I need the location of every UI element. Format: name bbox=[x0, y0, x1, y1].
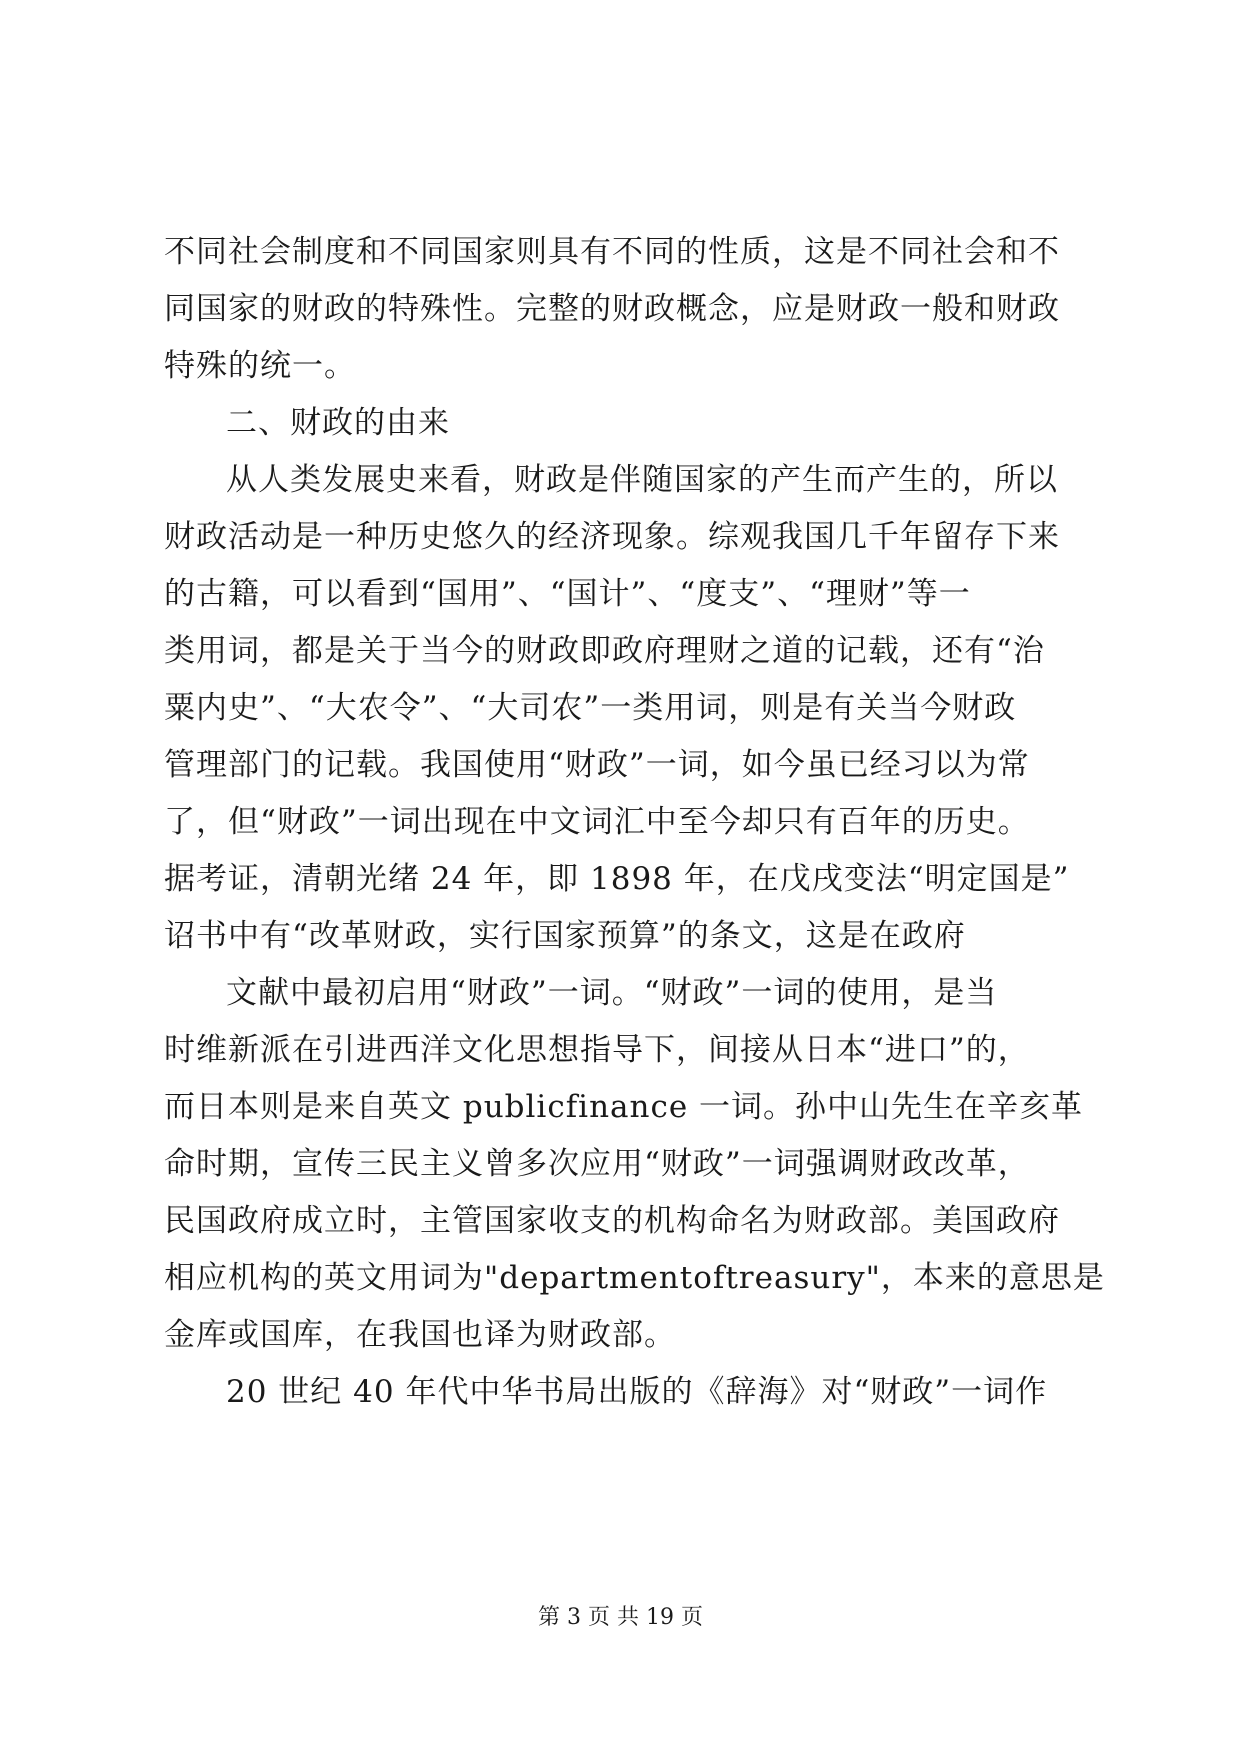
text-line: 管理部门的记载。我国使用“财政”一词，如今虽已经习以为常 bbox=[164, 747, 1030, 783]
text-line: 20 世纪 40 年代中华书局出版的《辞海》对“财政”一词作 bbox=[226, 1374, 1048, 1410]
text-line: 时维新派在引进西洋文化思想指导下，间接从日本“进口”的， bbox=[164, 1032, 1030, 1068]
section-heading: 二、财政的由来 bbox=[226, 405, 450, 441]
text-line: 同国家的财政的特殊性。完整的财政概念，应是财政一般和财政 bbox=[164, 291, 1060, 327]
text-line: 民国政府成立时，主管国家收支的机构命名为财政部。美国政府 bbox=[164, 1203, 1060, 1239]
text-line: 命时期，宣传三民主义曾多次应用“财政”一词强调财政改革， bbox=[164, 1146, 1030, 1182]
text-line: 相应机构的英文用词为"departmentoftreasury"，本来的意思是 bbox=[164, 1260, 1105, 1296]
text-line: 特殊的统一。 bbox=[164, 348, 356, 384]
page-number-label: 第 3 页 共 19 页 bbox=[538, 1605, 703, 1630]
text-line: 类用词，都是关于当今的财政即政府理财之道的记载，还有“治 bbox=[164, 633, 1045, 669]
text-line: 的古籍，可以看到“国用”、“国计”、“度支”、“理财”等一 bbox=[164, 576, 971, 612]
text-line: 文献中最初启用“财政”一词。“财政”一词的使用，是当 bbox=[226, 975, 998, 1011]
text-line: 不同社会制度和不同国家则具有不同的性质，这是不同社会和不 bbox=[164, 234, 1060, 270]
text-line: 了，但“财政”一词出现在中文词汇中至今却只有百年的历史。 bbox=[164, 804, 1030, 840]
page-footer bbox=[0, 1600, 1241, 1631]
text-line: 从人类发展史来看，财政是伴随国家的产生而产生的，所以 bbox=[226, 462, 1058, 498]
text-line: 财政活动是一种历史悠久的经济现象。综观我国几千年留存下来 bbox=[164, 519, 1060, 555]
text-line: 粟内史”、“大农令”、“大司农”一类用词，则是有关当今财政 bbox=[164, 690, 1017, 726]
text-line: 金库或国库，在我国也译为财政部。 bbox=[164, 1317, 676, 1353]
text-line: 诏书中有“改革财政，实行国家预算”的条文，这是在政府 bbox=[164, 918, 966, 954]
text-line: 而日本则是来自英文 publicfinance 一词。孙中山先生在辛亥革 bbox=[164, 1089, 1084, 1125]
text-line: 据考证，清朝光绪 24 年，即 1898 年，在戊戌变法“明定国是” bbox=[164, 861, 1070, 897]
